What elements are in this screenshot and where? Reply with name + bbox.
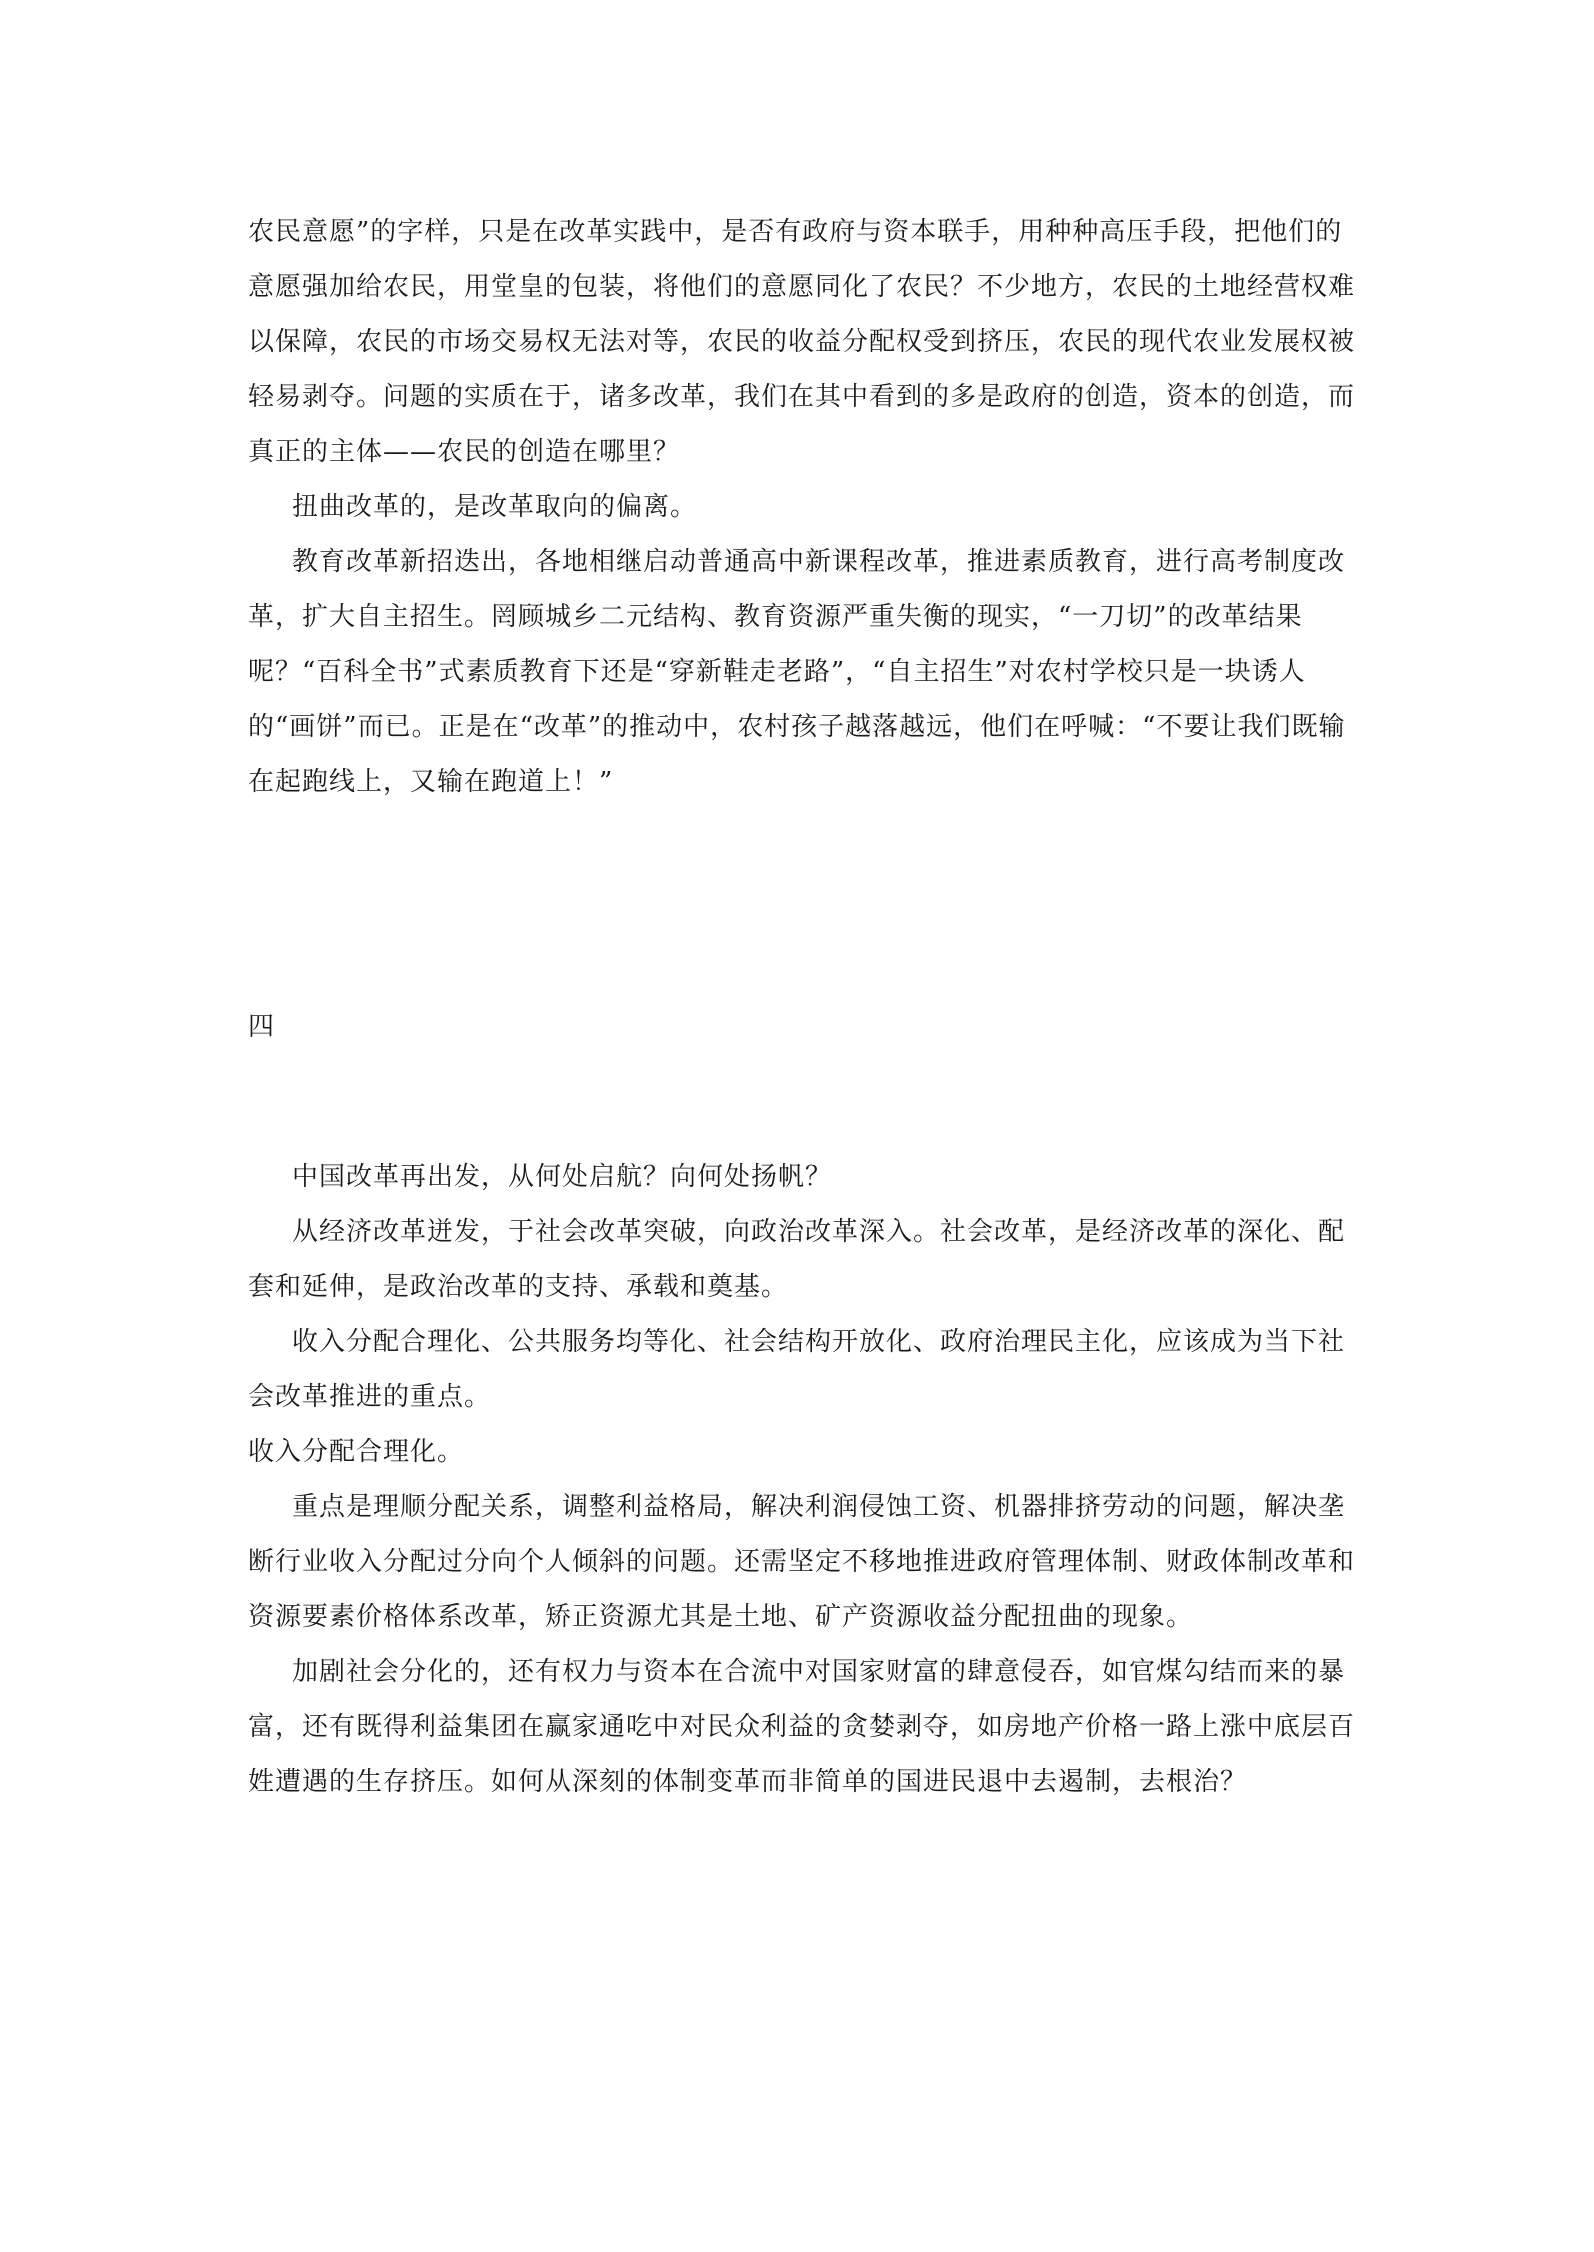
paragraph: 加剧社会分化的，还有权力与资本在合流中对国家财富的肆意侵吞，如官煤勾结而来的暴富，还有既得利益集团在赢家通吃中对民众利益的贪婪剥夺，如房地产价格一路上涨中底层百姓遭遇的生存挤压。如何从深刻的体制变革而非简单的国进民退中去遏制，去根治？ bbox=[248, 1657, 1356, 1797]
paragraph: 重点是理顺分配关系，调整利益格局，解决利润侵蚀工资、机器排挤劳动的问题，解决垄断行业收入分配过分向个人倾斜的问题。还需坚定不移地推进政府管理体制、财政体制改革和资源要素价格体系改革，矫正资源尤其是土地、矿产资源收益分配扭曲的现象。 bbox=[248, 1492, 1356, 1632]
paragraph: 中国改革再出发，从何处启航？向何处扬帆？ bbox=[292, 1162, 833, 1192]
section-two bbox=[248, 1150, 1358, 1810]
section-heading: 四 bbox=[248, 1012, 275, 1042]
paragraph: 从经济改革迸发，于社会改革突破，向政治改革深入。社会改革，是经济改革的深化、配套和延伸，是政治改革的支持、承载和奠基。 bbox=[248, 1217, 1346, 1302]
paragraph-continuation: 农民意愿”的字样，只是在改革实践中，是否有政府与资本联手，用种种高压手段，把他们的意愿强加给农民，用堂皇的包装，将他们的意愿同化了农民？不少地方，农民的土地经营权难以保障，农民的市场交易权无法对等，农民的收益分配权受到挤压，农民的现代农业发展权被轻易剥夺。问题的实质在于，诸多改革，我们在其中看到的多是政府的创造，资本的创造，而真正的主体——农民的创造在哪里？ bbox=[248, 217, 1356, 467]
paragraph: 教育改革新招迭出，各地相继启动普通高中新课程改革，推进素质教育，进行高考制度改革，扩大自主招生。罔顾城乡二元结构、教育资源严重失衡的现实，“一刀切”的改革结果呢？“百科全书”式素质教育下还是“穿新鞋走老路”，“自主招生”对农村学校只是一块诱人的“画饼”而已。正是在“改革”的推动中，农村孩子越落越远，他们在呼喊：“不要让我们既输在起跑线上，又输在跑道上！” bbox=[248, 547, 1346, 797]
section-one bbox=[248, 205, 1358, 810]
paragraph: 收入分配合理化、公共服务均等化、社会结构开放化、政府治理民主化，应该成为当下社会改革推进的重点。 bbox=[248, 1327, 1346, 1412]
subheading-paragraph: 收入分配合理化。 bbox=[248, 1437, 465, 1467]
paragraph: 扭曲改革的，是改革取向的偏离。 bbox=[292, 492, 698, 522]
